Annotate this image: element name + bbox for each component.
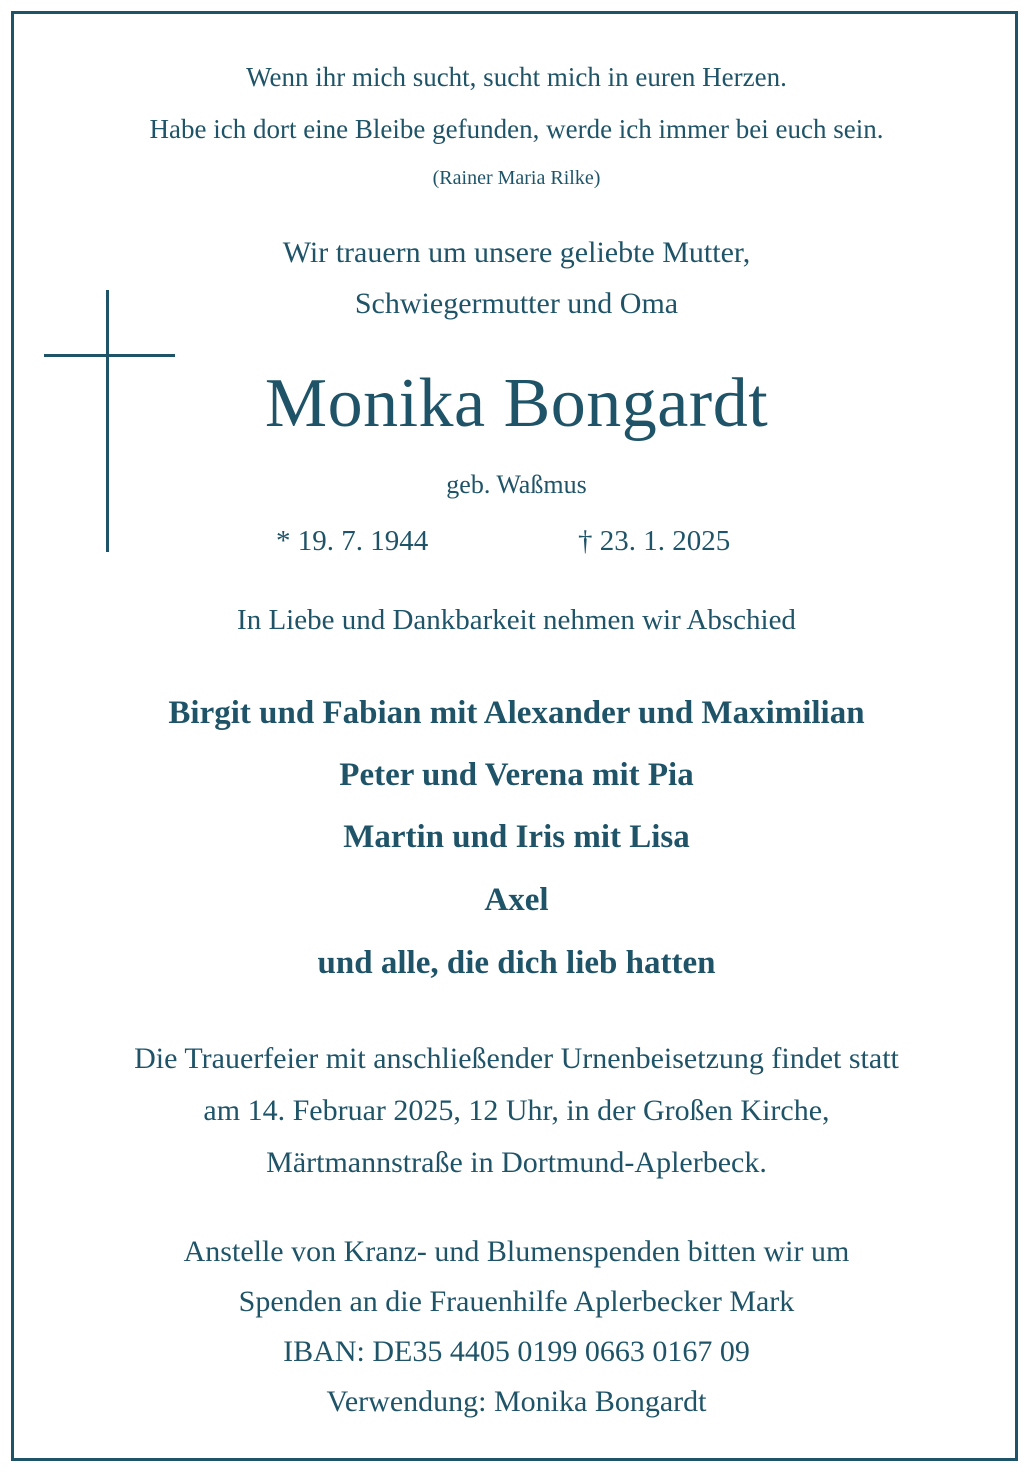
quote-line-1: Wenn ihr mich sucht, sucht mich in euren Herzen.	[246, 62, 787, 92]
ceremony-line-3: Märtmannstraße in Dortmund-Aplerbeck.	[266, 1146, 767, 1179]
intro-line-2: Schwiegermutter und Oma	[354, 287, 679, 320]
donation-line-2: Spenden an die Frauenhilfe Aplerbecker Mark	[238, 1285, 795, 1318]
deceased-name: Monika Bongardt	[264, 365, 769, 442]
birth-date: * 19. 7. 1944	[276, 525, 429, 557]
family-line: und alle, die dich lieb hatten	[317, 945, 716, 981]
donation-line-1: Anstelle von Kranz- und Blumenspenden bitten wir um	[183, 1235, 850, 1268]
donation-iban: IBAN: DE35 4405 0199 0663 0167 09	[283, 1335, 750, 1368]
quote-author: (Rainer Maria Rilke)	[432, 167, 601, 189]
family-line: Peter und Verena mit Pia	[339, 757, 694, 793]
quote-line-2: Habe ich dort eine Bleibe gefunden, werde ich immer bei euch sein.	[149, 114, 884, 144]
donation-reference: Verwendung: Monika Bongardt	[326, 1385, 707, 1418]
death-date: † 23. 1. 2025	[578, 525, 731, 557]
farewell-text: In Liebe und Dankbarkeit nehmen wir Abschied	[237, 604, 796, 636]
family-line: Birgit und Fabian mit Alexander und Maximilian	[168, 695, 865, 731]
family-line: Axel	[484, 882, 549, 918]
ceremony-line-2: am 14. Februar 2025, 12 Uhr, in der Großen Kirche,	[203, 1094, 830, 1127]
ceremony-line-1: Die Trauerfeier mit anschließender Urnenbeisetzung findet statt	[134, 1042, 899, 1075]
maiden-name: geb. Waßmus	[446, 470, 587, 499]
intro-line-1: Wir trauern um unsere geliebte Mutter,	[282, 236, 751, 269]
family-line: Martin und Iris mit Lisa	[343, 819, 690, 855]
